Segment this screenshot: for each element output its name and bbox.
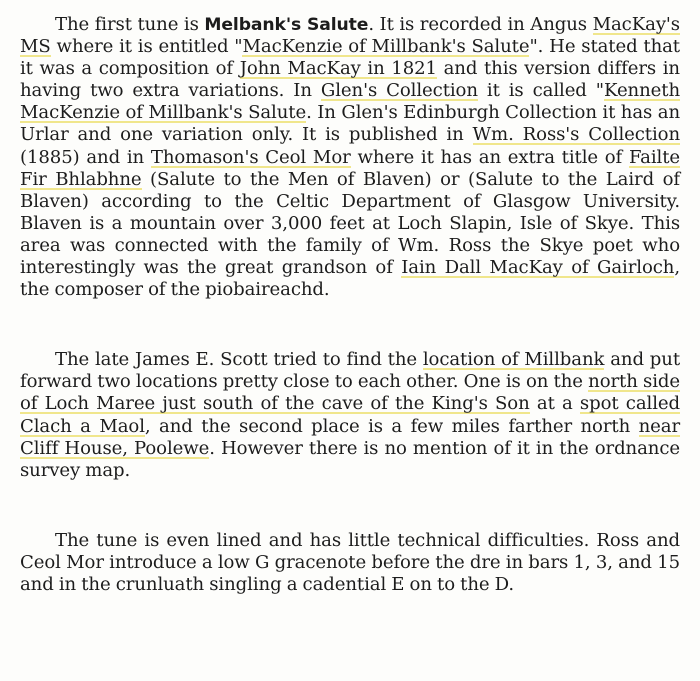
text-run: where it has an extra title of [350,146,629,168]
highlighted-phrase: Wm. Ross's Collection [472,124,681,146]
text-run: , and the second place is a few miles farther north [144,415,639,437]
highlighted-phrase: north side of Loch Maree just south of the cave of the King's Son [20,371,680,415]
highlighted-phrase: location of Millbank [422,349,605,371]
highlighted-phrase: MacKay's MS [20,14,680,58]
highlighted-phrase: John MacKay in 1821 [239,58,437,80]
paragraph-tune-technique [20,530,680,596]
paragraph-location-of-millbank [20,349,680,482]
text-run: , the composer of the piobaireachd. [20,257,680,301]
text-run: The first tune is [55,14,205,35]
text-run: (Salute to the Men of Blaven) or (Salute to the Laird of Blaven) according to the Celtic Department of Glasgow University. Blaven is a mountain over 3,000 feet at Loch Slapin, Isle of Skye. This area was connected with the family of Wm. Ross the Skye poet who interestingly was the great grandson of [20,168,680,279]
highlighted-phrase: MacKenzie of Millbank's Salute [242,36,530,58]
highlighted-phrase: spot called Clach a Maol [20,393,680,437]
highlighted-phrase: Glen's Collection [320,80,478,102]
text-run: where it is entitled " [50,36,243,58]
text-run: it is called " [477,80,605,102]
text-run: (1885) and in [20,146,151,168]
text-run: . In Glen's Edinburgh Collection it has an Urlar and one variation only. It is published in [20,102,680,146]
text-run: and this version differs in having two extra variations. In [20,58,680,102]
text-run: . However there is no mention of it in the ordnance survey map. [20,437,680,481]
tune-title: Melbank's Salute [204,15,369,35]
text-run: . It is recorded in Angus [368,14,593,35]
highlighted-phrase: Iain Dall MacKay of Gairloch [401,257,675,279]
highlighted-phrase: Failte Fir Bhlabhne [20,146,681,190]
text-run: The tune is even lined and has little technical difficulties. Ross and Ceol Mor introduce a low G gracenote before the dre in bars 1, 3, and 15 and in the crunluath singling a cadential E on to the D. [20,529,680,595]
text-run: ". He stated that it was a composition of [20,36,680,80]
text-run: and put forward two locations pretty close to each other. One is on the [20,349,680,393]
highlighted-phrase: Kenneth MacKenzie of Millbank's Salute [20,80,680,124]
paragraph-melbanks-salute [20,14,680,301]
highlighted-phrase: near Cliff House, Poolewe [20,415,680,459]
text-run: The late James E. Scott tried to find the [55,349,423,371]
highlighted-phrase: Thomason's Ceol Mor [150,146,351,168]
text-run: at a [529,393,580,415]
